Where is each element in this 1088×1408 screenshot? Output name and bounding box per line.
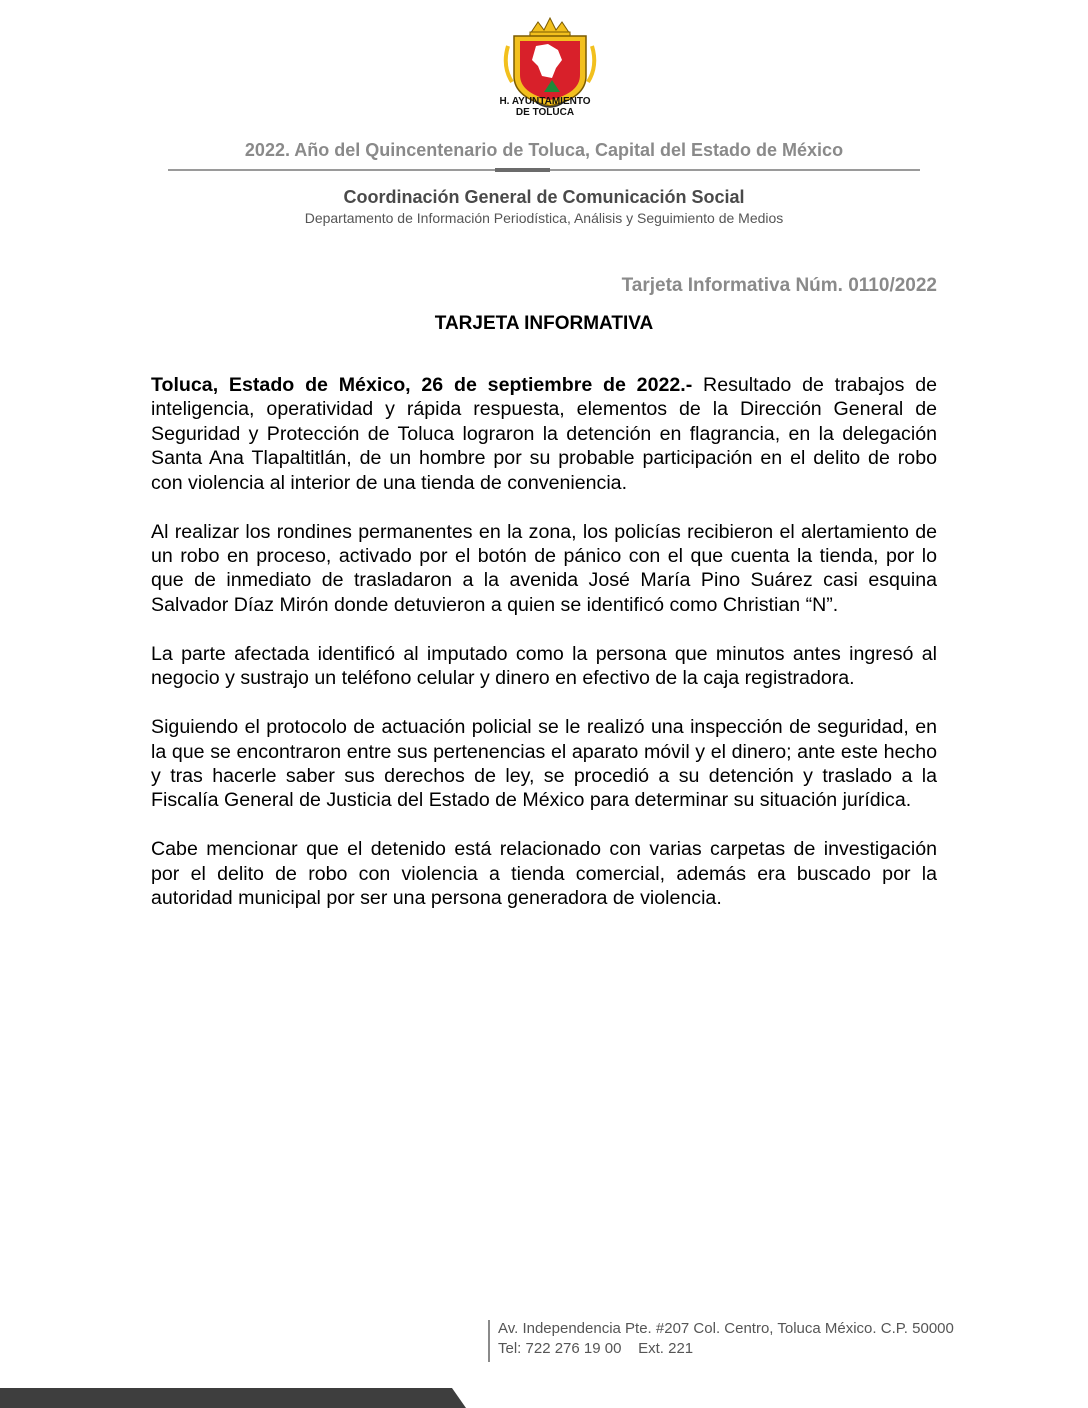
- document-title: TARJETA INFORMATIVA: [434, 313, 654, 334]
- paragraph-4: Siguiendo el protocolo de actuación policial se le realizó una inspección de seguridad, en la que se encontraron entre sus pertenencias el aparato móvil y el dinero; ante este hecho y tras hacerle saber sus derechos de ley, se procedió a su detención y traslado a la Fiscalía General de Justicia del Estado de México para determinar su situación jurídica.: [151, 716, 937, 812]
- year-banner: 2022. Año del Quincentenario de Toluca, Capital del Estado de México: [244, 140, 844, 160]
- footer-decorative-strip: [0, 1388, 466, 1408]
- coordination-name: Coordinación General de Comunicación Social: [343, 187, 745, 207]
- footer-divider: [488, 1320, 490, 1362]
- paragraph-2: Al realizar los rondines permanentes en la zona, los policías recibieron el alertamiento de un robo en proceso, activado por el botón de pánico con el que cuenta la tienda, por lo que de inmediato de trasladaron a la avenida José María Pino Suárez casi esquina Salvador Díaz Mirón donde detuvieron a quien se identificó como Christian “N”.: [151, 520, 937, 616]
- document-body: [151, 373, 937, 935]
- document-number: Tarjeta Informativa Núm. 0110/2022: [621, 275, 937, 296]
- department-name: Departamento de Información Periodística, Análisis y Seguimiento de Medios: [304, 210, 784, 226]
- logo-line-2: DE TOLUCA: [515, 107, 575, 118]
- paragraph-3: La parte afectada identificó al imputado como la persona que minutos antes ingresó al negocio y sustrajo un teléfono celular y dinero en efectivo de la caja registradora.: [151, 642, 937, 690]
- footer-address: Av. Independencia Pte. #207 Col. Centro, Toluca México. C.P. 50000: [498, 1320, 954, 1337]
- paragraph-1: [151, 373, 937, 495]
- logo-line-1: H. AYUNTAMIENTO: [499, 96, 591, 107]
- logo-wordmark: [470, 96, 620, 118]
- footer-phone: Tel: 722 276 19 00 Ext. 221: [498, 1340, 694, 1357]
- dateline: Toluca, Estado de México, 26 de septiembre de 2022.-: [151, 374, 693, 396]
- paragraph-1-text: Resultado de trabajos de inteligencia, operatividad y rápida respuesta, elementos de la Dirección General de Seguridad y Protección de Toluca lograron la detención en flagrancia, en la delegación Santa Ana Tlapaltitlán, de un hombre por su probable participación en el delito de robo con violencia al interior de una tienda de conveniencia.: [151, 374, 937, 494]
- header-divider-accent: [495, 168, 550, 172]
- paragraph-5: Cabe mencionar que el detenido está relacionado con varias carpetas de investigación por el delito de robo con violencia a tienda comercial, además era buscado por la autoridad municipal por ser una persona generadora de violencia.: [151, 838, 937, 910]
